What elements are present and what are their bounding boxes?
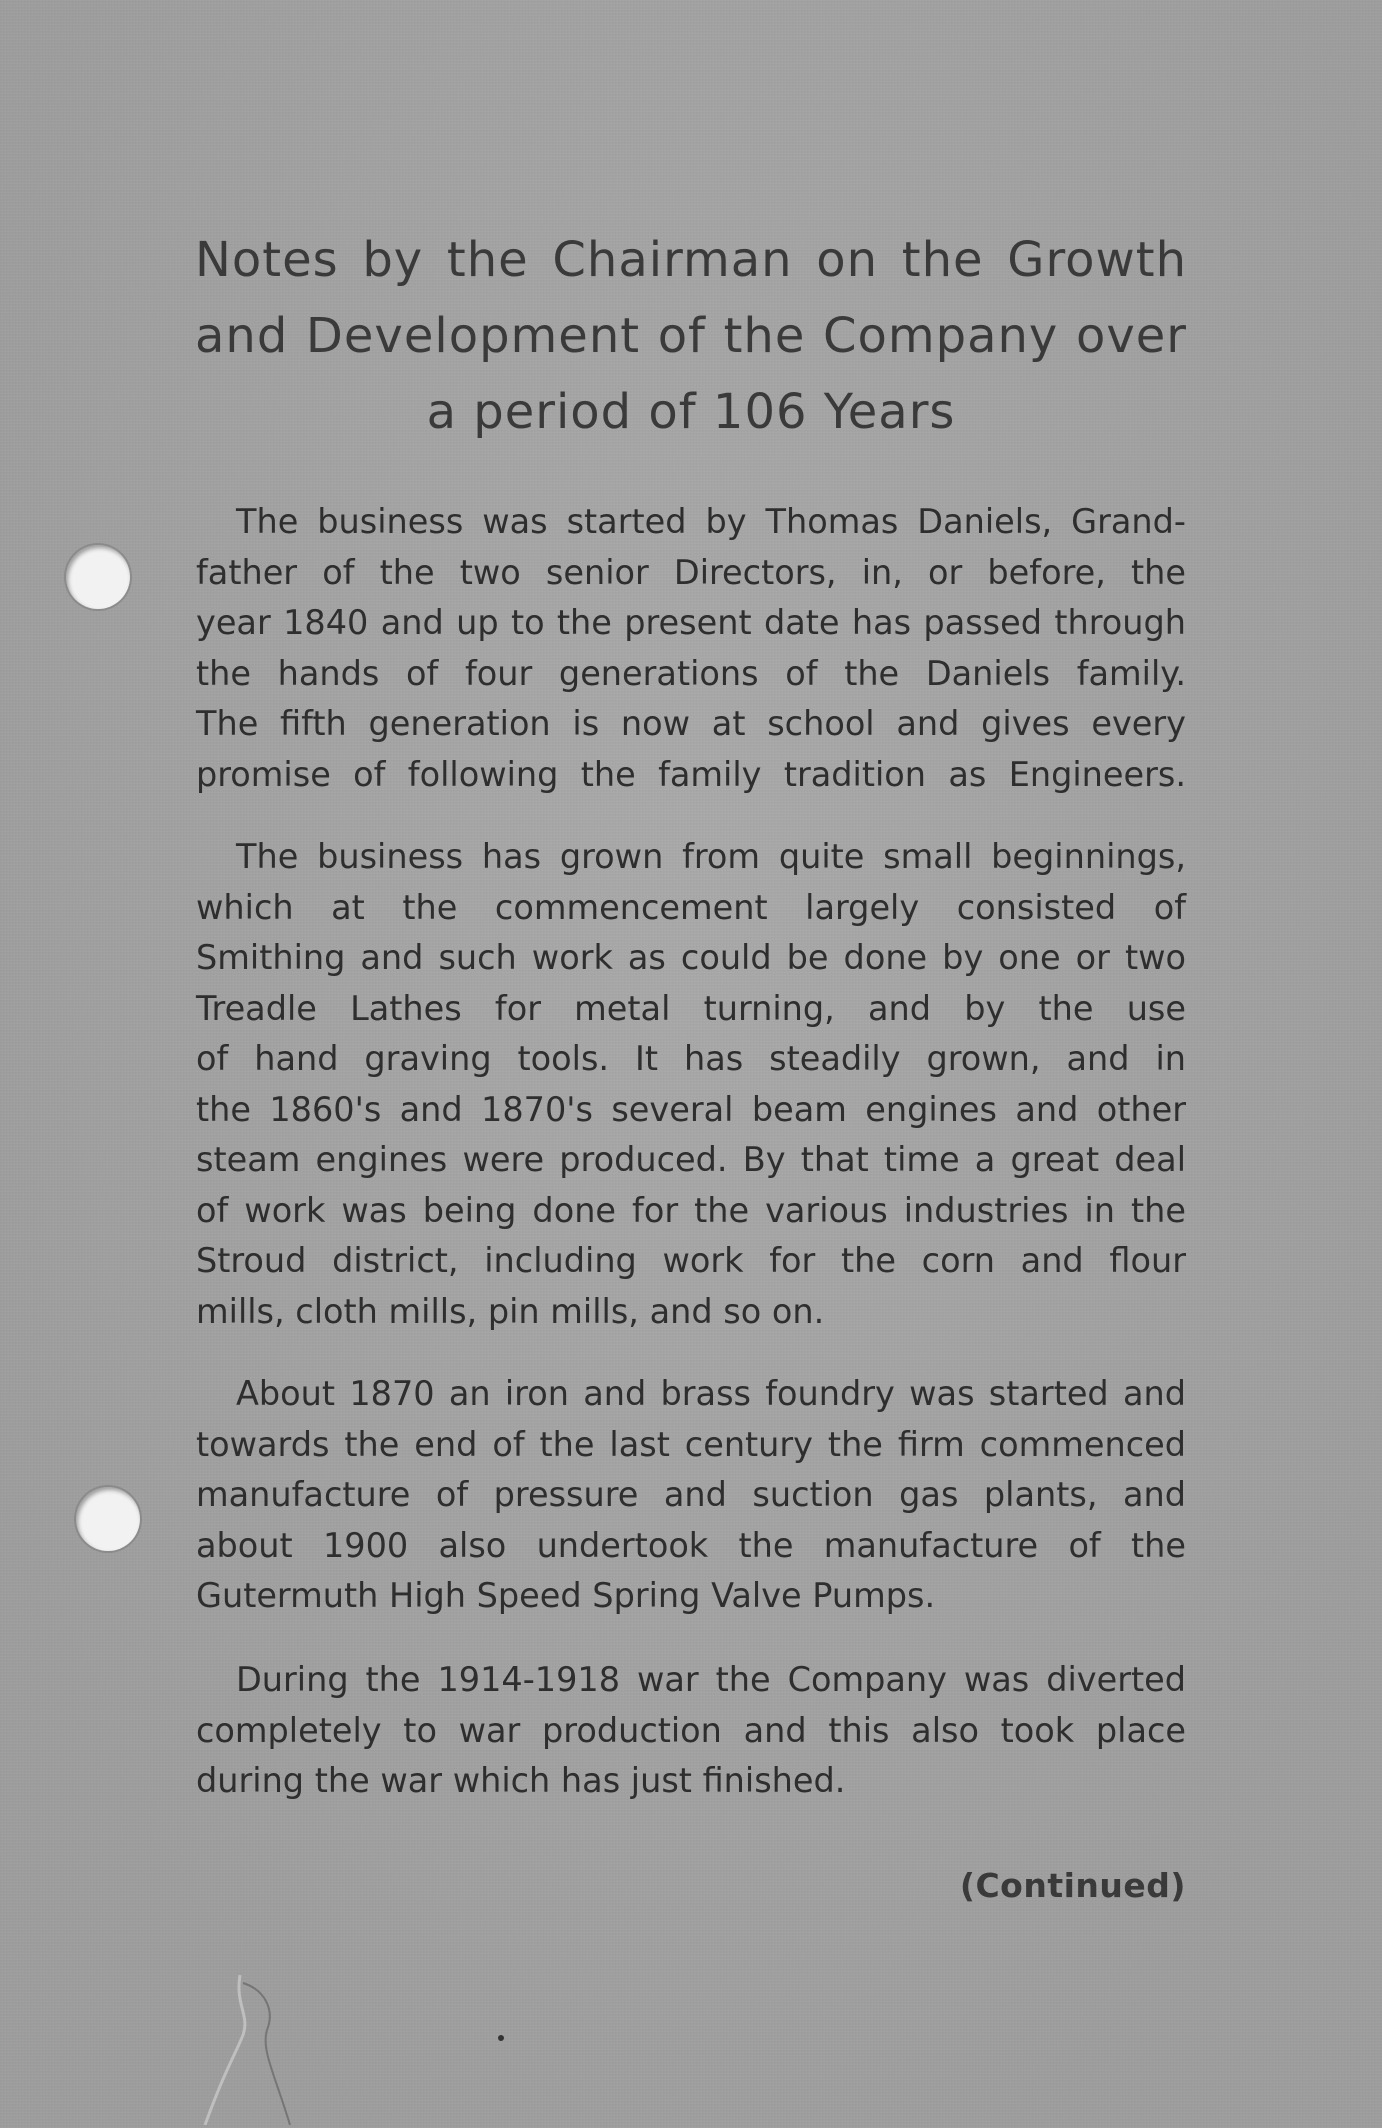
text-line: Treadle Lathes for metal turning, and by the use xyxy=(196,988,1186,1028)
text-line: of work was being done for the various industries in the xyxy=(196,1190,1186,1230)
text-line: The business has grown from quite small beginnings, xyxy=(236,837,1186,876)
text-line: manufacture of pressure and suction gas plants, and xyxy=(196,1475,1186,1514)
paragraph xyxy=(196,1655,1186,1807)
text-line: towards the end of the last century the firm commenced xyxy=(196,1424,1186,1464)
text-line: Gutermuth High Speed Spring Valve Pumps. xyxy=(196,1576,936,1615)
text-line: during the war which has just finished. xyxy=(196,1761,846,1800)
text-line: completely to war production and this also took place xyxy=(196,1710,1186,1750)
text-line: The business was started by Thomas Daniels, Grand- xyxy=(236,502,1186,541)
text-line: about 1900 also undertook the manufacture of the xyxy=(196,1525,1186,1565)
title-line: a period of 106 Years xyxy=(426,384,956,440)
text-line: year 1840 and up to the present date has passed through xyxy=(196,603,1186,642)
text-line: the 1860's and 1870's several beam engines and other xyxy=(196,1089,1186,1129)
title-line: and Development of the Company over xyxy=(195,308,1187,364)
text-line: The fifth generation is now at school and gives every xyxy=(196,704,1186,743)
text-line: Stroud district, including work for the corn and flour xyxy=(196,1241,1186,1280)
paragraph xyxy=(196,1369,1186,1622)
text-line: promise of following the family tradition as Engineers. xyxy=(196,754,1186,794)
text-line: mills, cloth mills, pin mills, and so on. xyxy=(196,1291,825,1331)
text-line: of hand graving tools. It has steadily grown, and in xyxy=(196,1039,1186,1078)
text-line: which at the commencement largely consisted of xyxy=(196,887,1186,927)
paragraph xyxy=(196,497,1186,800)
paper-crease xyxy=(195,1975,315,2125)
text-line: During the 1914-1918 war the Company was diverted xyxy=(236,1660,1186,1699)
punch-hole xyxy=(66,545,130,609)
text-line: the hands of four generations of the Daniels family. xyxy=(196,653,1186,693)
paragraph xyxy=(196,832,1186,1337)
punch-hole xyxy=(76,1487,140,1551)
continued-label: (Continued) xyxy=(959,1866,1186,1905)
text-line: About 1870 an iron and brass foundry was started and xyxy=(236,1374,1186,1413)
text-line: father of the two senior Directors, in, or before, the xyxy=(196,552,1186,592)
text-line: Smithing and such work as could be done by one or two xyxy=(196,938,1186,977)
text-line: steam engines were produced. By that time a great deal xyxy=(196,1140,1186,1179)
ink-speck xyxy=(498,2035,504,2041)
page-title xyxy=(195,222,1187,450)
title-line: Notes by the Chairman on the Growth xyxy=(195,232,1187,288)
